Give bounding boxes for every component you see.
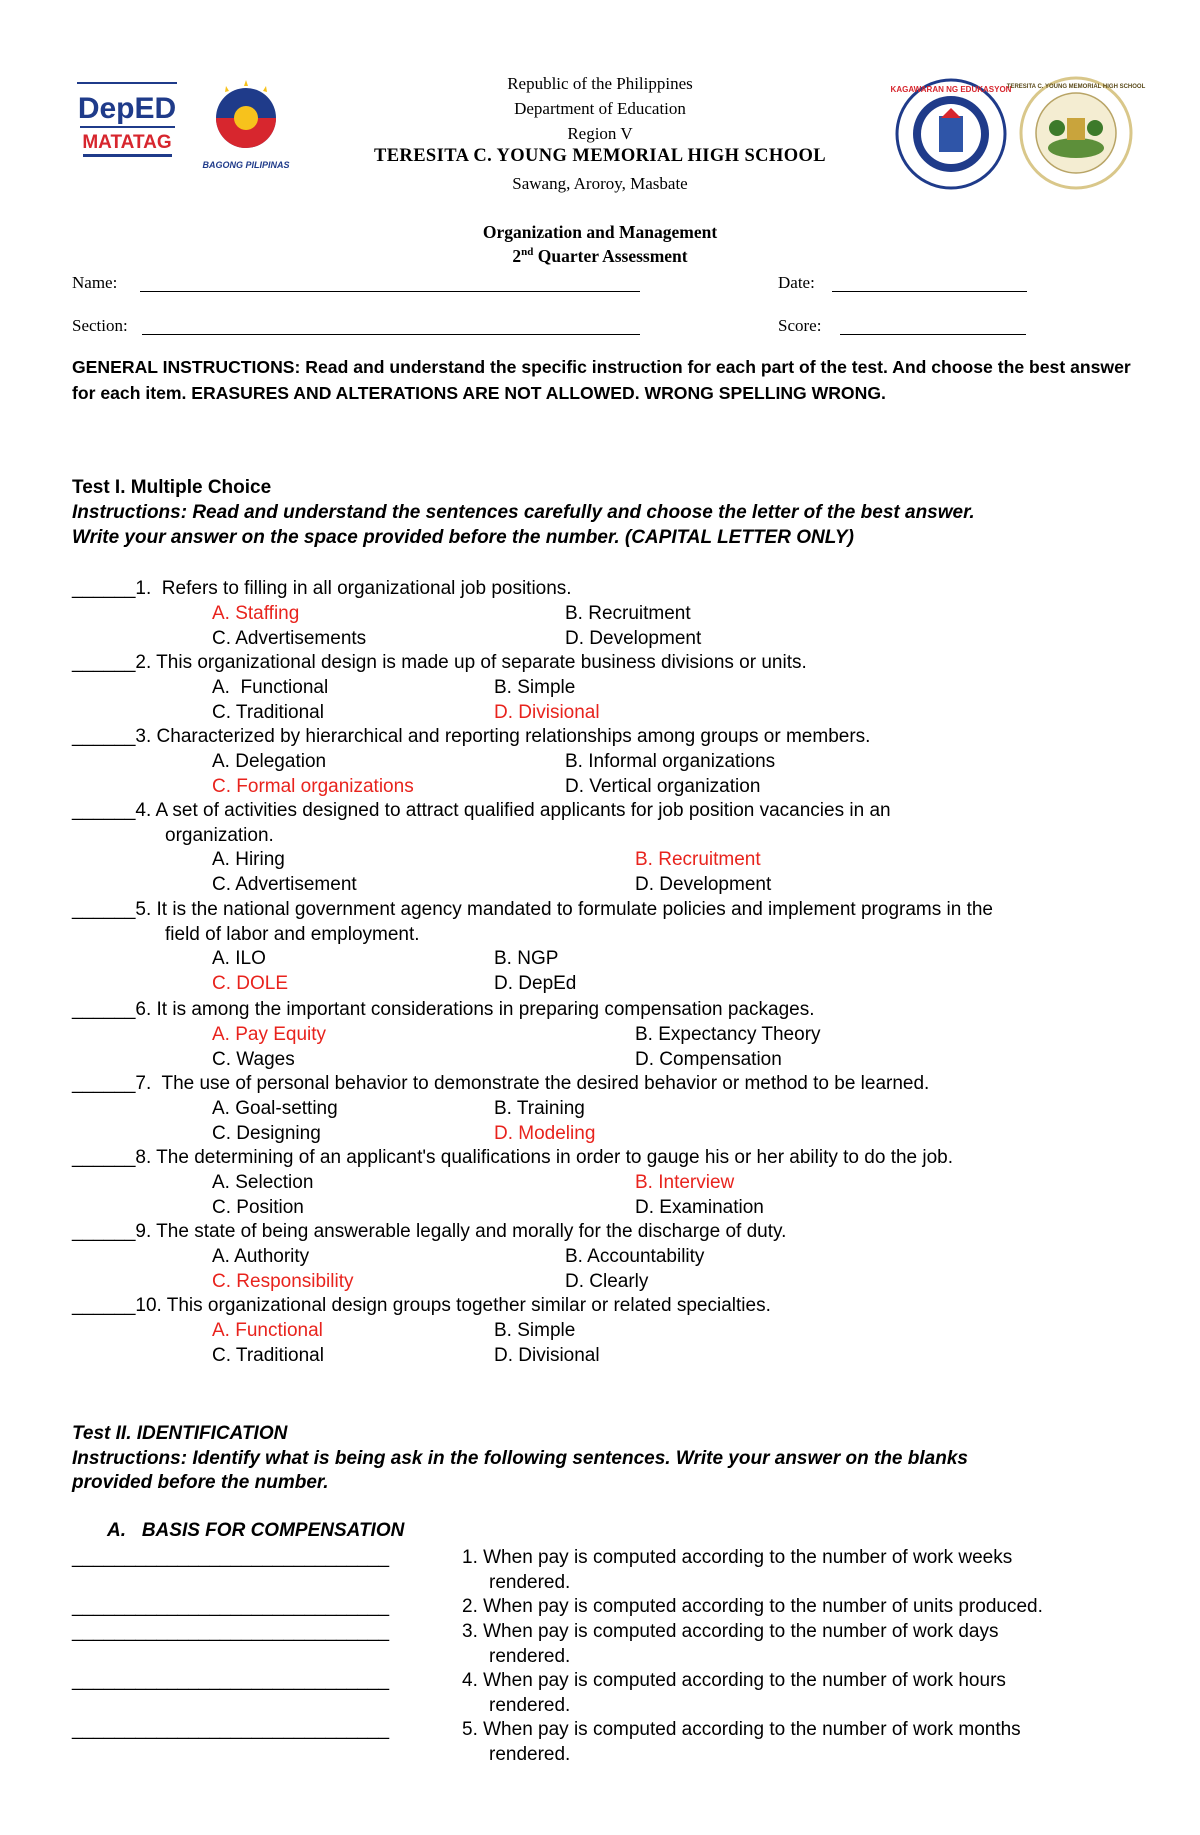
seal-right-text: TERESITA C. YOUNG MEMORIAL HIGH SCHOOL bbox=[1006, 84, 1146, 90]
name-field[interactable] bbox=[140, 291, 640, 292]
question-3-option-c[interactable]: C. Formal organizations bbox=[212, 776, 414, 797]
question-6-option-b[interactable]: B. Expectancy Theory bbox=[635, 1024, 821, 1045]
question-3-stem: ______3. Characterized by hierarchical and reporting relationships among groups or members. bbox=[72, 726, 871, 747]
question-8-stem: ______8. The determining of an applicant's qualifications in order to gauge his or her ability to do the job. bbox=[72, 1147, 954, 1168]
question-8-option-b[interactable]: B. Interview bbox=[635, 1172, 735, 1193]
quarter-title bbox=[0, 246, 1200, 267]
question-10-option-a[interactable]: A. Functional bbox=[212, 1320, 323, 1341]
identification-3-text: 3. When pay is computed according to the number of work days bbox=[462, 1621, 999, 1642]
question-6-option-c[interactable]: C. Wages bbox=[212, 1049, 295, 1070]
question-1-stem: ______1. Refers to filling in all organizational job positions. bbox=[72, 578, 572, 599]
question-3-option-d[interactable]: D. Vertical organization bbox=[565, 776, 761, 797]
identification-2-answer-blank[interactable]: ______________________________ bbox=[72, 1596, 390, 1617]
question-4-option-b[interactable]: B. Recruitment bbox=[635, 849, 761, 870]
question-4-stem: ______4. A set of activities designed to attract qualified applicants for job position vacancies in an bbox=[72, 800, 891, 821]
score-label: Score: bbox=[778, 316, 822, 335]
identification-4-text-cont: rendered. bbox=[489, 1695, 571, 1716]
identification-3-answer-blank[interactable]: ______________________________ bbox=[72, 1621, 390, 1642]
section-label: Section: bbox=[72, 316, 128, 335]
question-5-option-a[interactable]: A. ILO bbox=[212, 948, 266, 969]
bagong-pilipinas-text: BAGONG PILIPINAS bbox=[202, 160, 290, 170]
question-7-stem: ______7. The use of personal behavior to demonstrate the desired behavior or method to be learned. bbox=[72, 1073, 930, 1094]
section-a-heading: A. BASIS FOR COMPENSATION bbox=[107, 1520, 405, 1541]
question-10-stem: ______10. This organizational design groups together similar or related specialties. bbox=[72, 1295, 771, 1316]
question-8-option-d[interactable]: D. Examination bbox=[635, 1197, 764, 1218]
matatag-text: MATATAG bbox=[82, 132, 172, 153]
name-label: Name: bbox=[72, 273, 118, 292]
question-9-option-c[interactable]: C. Responsibility bbox=[212, 1271, 354, 1292]
question-2-option-b[interactable]: B. Simple bbox=[494, 677, 576, 698]
identification-3-text-cont: rendered. bbox=[489, 1646, 571, 1667]
question-1-option-c[interactable]: C. Advertisements bbox=[212, 628, 367, 649]
question-10-option-c[interactable]: C. Traditional bbox=[212, 1345, 324, 1366]
quarter-rest: Quarter Assessment bbox=[533, 246, 688, 266]
question-10-option-b[interactable]: B. Simple bbox=[494, 1320, 576, 1341]
school-name: TERESITA C. YOUNG MEMORIAL HIGH SCHOOL bbox=[373, 146, 827, 166]
question-5-option-c[interactable]: C. DOLE bbox=[212, 973, 289, 994]
question-9-option-d[interactable]: D. Clearly bbox=[565, 1271, 649, 1292]
question-10-option-d[interactable]: D. Divisional bbox=[494, 1345, 600, 1366]
identification-2-text: 2. When pay is computed according to the number of units produced. bbox=[462, 1596, 1043, 1617]
question-6-option-d[interactable]: D. Compensation bbox=[635, 1049, 782, 1070]
test2-instruction-line1: Instructions: Identify what is being ask in the following sentences. Write your answer on the blanks bbox=[72, 1448, 968, 1469]
deped-text: DepED bbox=[77, 92, 177, 125]
question-4-option-d[interactable]: D. Development bbox=[635, 874, 772, 895]
question-9-option-b[interactable]: B. Accountability bbox=[565, 1246, 705, 1267]
test1-instruction-line2: Write your answer on the space provided before the number. (CAPITAL LETTER ONLY) bbox=[72, 527, 854, 548]
question-4-stem-cont: organization. bbox=[165, 825, 274, 846]
question-2-option-a[interactable]: A. Functional bbox=[212, 677, 329, 698]
identification-5-text-cont: rendered. bbox=[489, 1744, 571, 1765]
question-1-option-d[interactable]: D. Development bbox=[565, 628, 702, 649]
subject-title: Organization and Management bbox=[482, 222, 718, 242]
date-label: Date: bbox=[778, 273, 815, 292]
date-field[interactable] bbox=[832, 291, 1027, 292]
question-3-option-a[interactable]: A. Delegation bbox=[212, 751, 327, 772]
general-instructions: GENERAL INSTRUCTIONS: Read and understand the specific instruction for each part of the test. And choose the best answer for each item. ERASURES AND ALTERATIONS ARE NOT ALLOWED. WRONG SPELLING WRONG. bbox=[72, 357, 1131, 403]
identification-1-answer-blank[interactable]: ______________________________ bbox=[72, 1547, 390, 1568]
question-4-option-c[interactable]: C. Advertisement bbox=[212, 874, 357, 895]
test2-instruction-line2: provided before the number. bbox=[72, 1472, 329, 1493]
question-8-option-a[interactable]: A. Selection bbox=[212, 1172, 314, 1193]
question-6-option-a[interactable]: A. Pay Equity bbox=[212, 1024, 327, 1045]
question-2-option-d[interactable]: D. Divisional bbox=[494, 702, 600, 723]
republic-line: Republic of the Philippines bbox=[507, 74, 693, 93]
question-1-option-b[interactable]: B. Recruitment bbox=[565, 603, 691, 624]
question-8-option-c[interactable]: C. Position bbox=[212, 1197, 304, 1218]
identification-1-text: 1. When pay is computed according to the number of work weeks bbox=[462, 1547, 1013, 1568]
question-5-option-b[interactable]: B. NGP bbox=[494, 948, 559, 969]
test1-instruction-line1: Instructions: Read and understand the sentences carefully and choose the letter of the best answer. bbox=[72, 502, 975, 523]
department-line: Department of Education bbox=[514, 99, 686, 118]
test1-title: Test I. Multiple Choice bbox=[72, 477, 272, 498]
quarter-suffix: nd bbox=[521, 246, 534, 259]
question-4-option-a[interactable]: A. Hiring bbox=[212, 849, 285, 870]
question-9-stem: ______9. The state of being answerable legally and morally for the discharge of duty. bbox=[72, 1221, 787, 1242]
identification-5-answer-blank[interactable]: ______________________________ bbox=[72, 1719, 390, 1740]
test2-title: Test II. IDENTIFICATION bbox=[72, 1423, 288, 1444]
question-1-option-a[interactable]: A. Staffing bbox=[212, 603, 300, 624]
question-9-option-a[interactable]: A. Authority bbox=[212, 1246, 310, 1267]
seal-left-text: KAGAWARAN NG EDUKASYON bbox=[890, 85, 1012, 94]
school-address: Sawang, Aroroy, Masbate bbox=[512, 174, 688, 193]
region-line: Region V bbox=[567, 124, 633, 143]
question-6-stem: ______6. It is among the important considerations in preparing compensation packages. bbox=[72, 999, 815, 1020]
identification-1-text-cont: rendered. bbox=[489, 1572, 571, 1593]
question-5-stem-cont: field of labor and employment. bbox=[165, 924, 420, 945]
question-7-option-c[interactable]: C. Designing bbox=[212, 1123, 321, 1144]
question-3-option-b[interactable]: B. Informal organizations bbox=[565, 751, 776, 772]
identification-4-answer-blank[interactable]: ______________________________ bbox=[72, 1670, 390, 1691]
identification-4-text: 4. When pay is computed according to the number of work hours bbox=[462, 1670, 1006, 1691]
quarter-number: 2 bbox=[512, 246, 522, 266]
question-2-stem: ______2. This organizational design is made up of separate business divisions or units. bbox=[72, 652, 807, 673]
question-7-option-d[interactable]: D. Modeling bbox=[494, 1123, 596, 1144]
question-2-option-c[interactable]: C. Traditional bbox=[212, 702, 324, 723]
question-5-stem: ______5. It is the national government agency mandated to formulate policies and implement programs in the bbox=[72, 899, 993, 920]
score-field[interactable] bbox=[840, 334, 1026, 335]
question-5-option-d[interactable]: D. DepEd bbox=[494, 973, 577, 994]
identification-5-text: 5. When pay is computed according to the number of work months bbox=[462, 1719, 1021, 1740]
question-7-option-a[interactable]: A. Goal-setting bbox=[212, 1098, 338, 1119]
question-7-option-b[interactable]: B. Training bbox=[494, 1098, 585, 1119]
section-field[interactable] bbox=[142, 334, 640, 335]
